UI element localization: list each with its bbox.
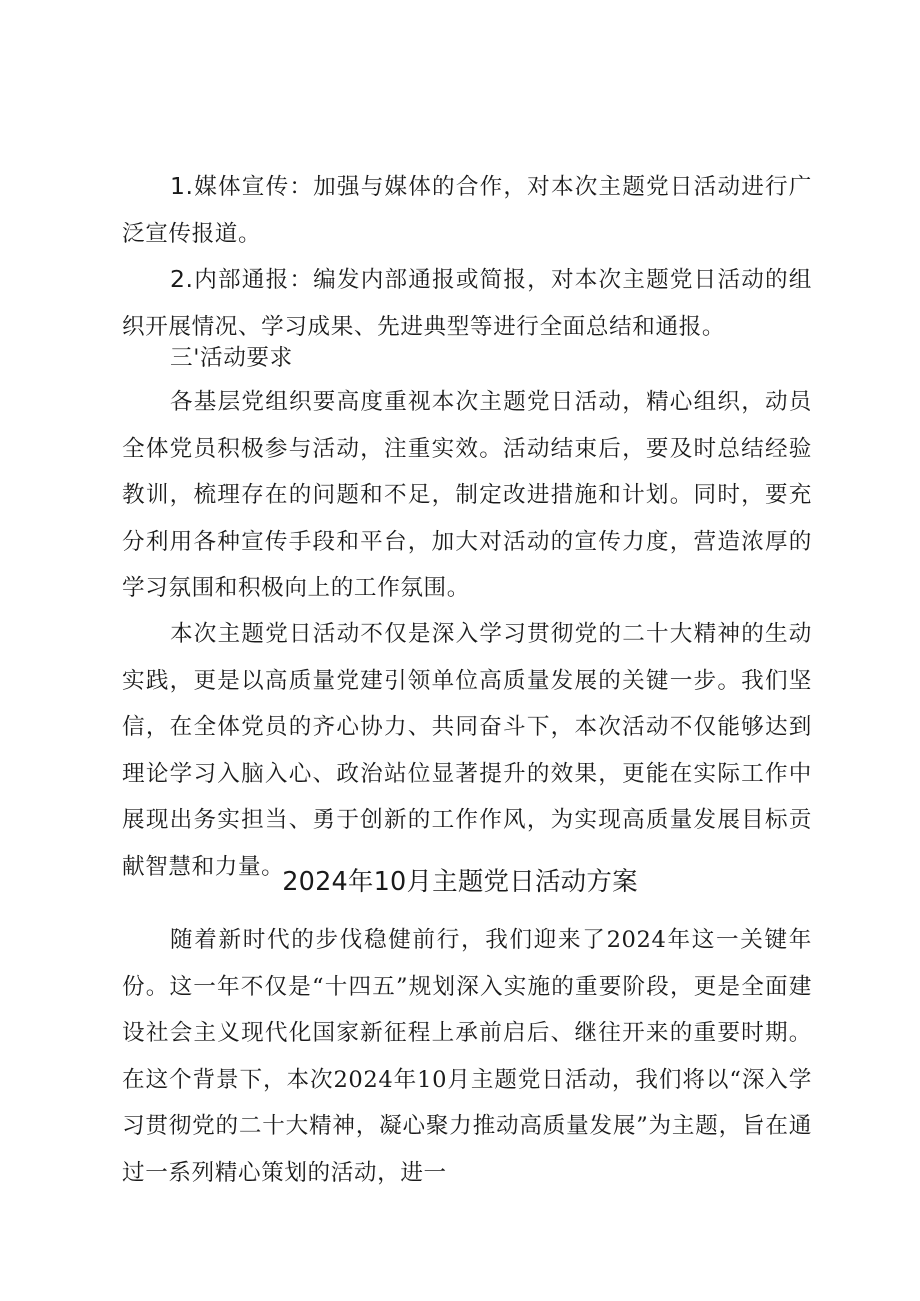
list-item-text: 媒体宣传：加强与媒体的合作，对本次主题党日活动进行广泛宣传报道。 <box>122 174 812 247</box>
intro-paragraph: 随着新时代的步伐稳健前行，我们迎来了2024年这一关键年份。这一年不仅是“十四五”规划深入实施的重要阶段，更是全面建设社会主义现代化国家新征程上承前启后、继往开来的重要时期。在这个背景下，本次2024年10月主题党日活动，我们将以“深入学习贯彻党的二十大精神，凝心聚力推动高质量发展”为主题，旨在通过一系列精心策划的活动，进一 <box>122 927 812 1186</box>
closing-paragraph: 本次主题党日活动不仅是深入学习贯彻党的二十大精神的生动实践，更是以高质量党建引领单位高质量发展的关键一步。我们坚信，在全体党员的齐心协力、共同奋斗下，本次活动不仅能够达到理论学习入脑入心、政治站位显著提升的效果，更能在实际工作中展现出务实担当、勇于创新的工作作风，为实现高质量发展目标贡献智慧和力量。 <box>122 621 812 880</box>
requirements-paragraph: 各基层党组织要高度重视本次主题党日活动，精心组织，动员全体党员积极参与活动，注重实效。活动结束后，要及时总结经验教训，梳理存在的问题和不足，制定改进措施和计划。同时，要充分利用各种宣传手段和平台，加大对活动的宣传力度，营造浓厚的学习氛围和积极向上的工作氛围。 <box>122 389 812 601</box>
list-item-media-publicity <box>122 163 812 257</box>
document-title: 2024年10月主题党日活动方案 <box>282 867 638 897</box>
list-item-number: 2. <box>170 265 194 293</box>
list-item-text: 内部通报：编发内部通报或简报，对本次主题党日活动的组织开展情况、学习成果、先进典型等进行全面总结和通报。 <box>122 267 812 340</box>
section-heading-requirements: 三'活动要求 <box>170 345 293 371</box>
list-item-number: 1. <box>170 172 194 200</box>
